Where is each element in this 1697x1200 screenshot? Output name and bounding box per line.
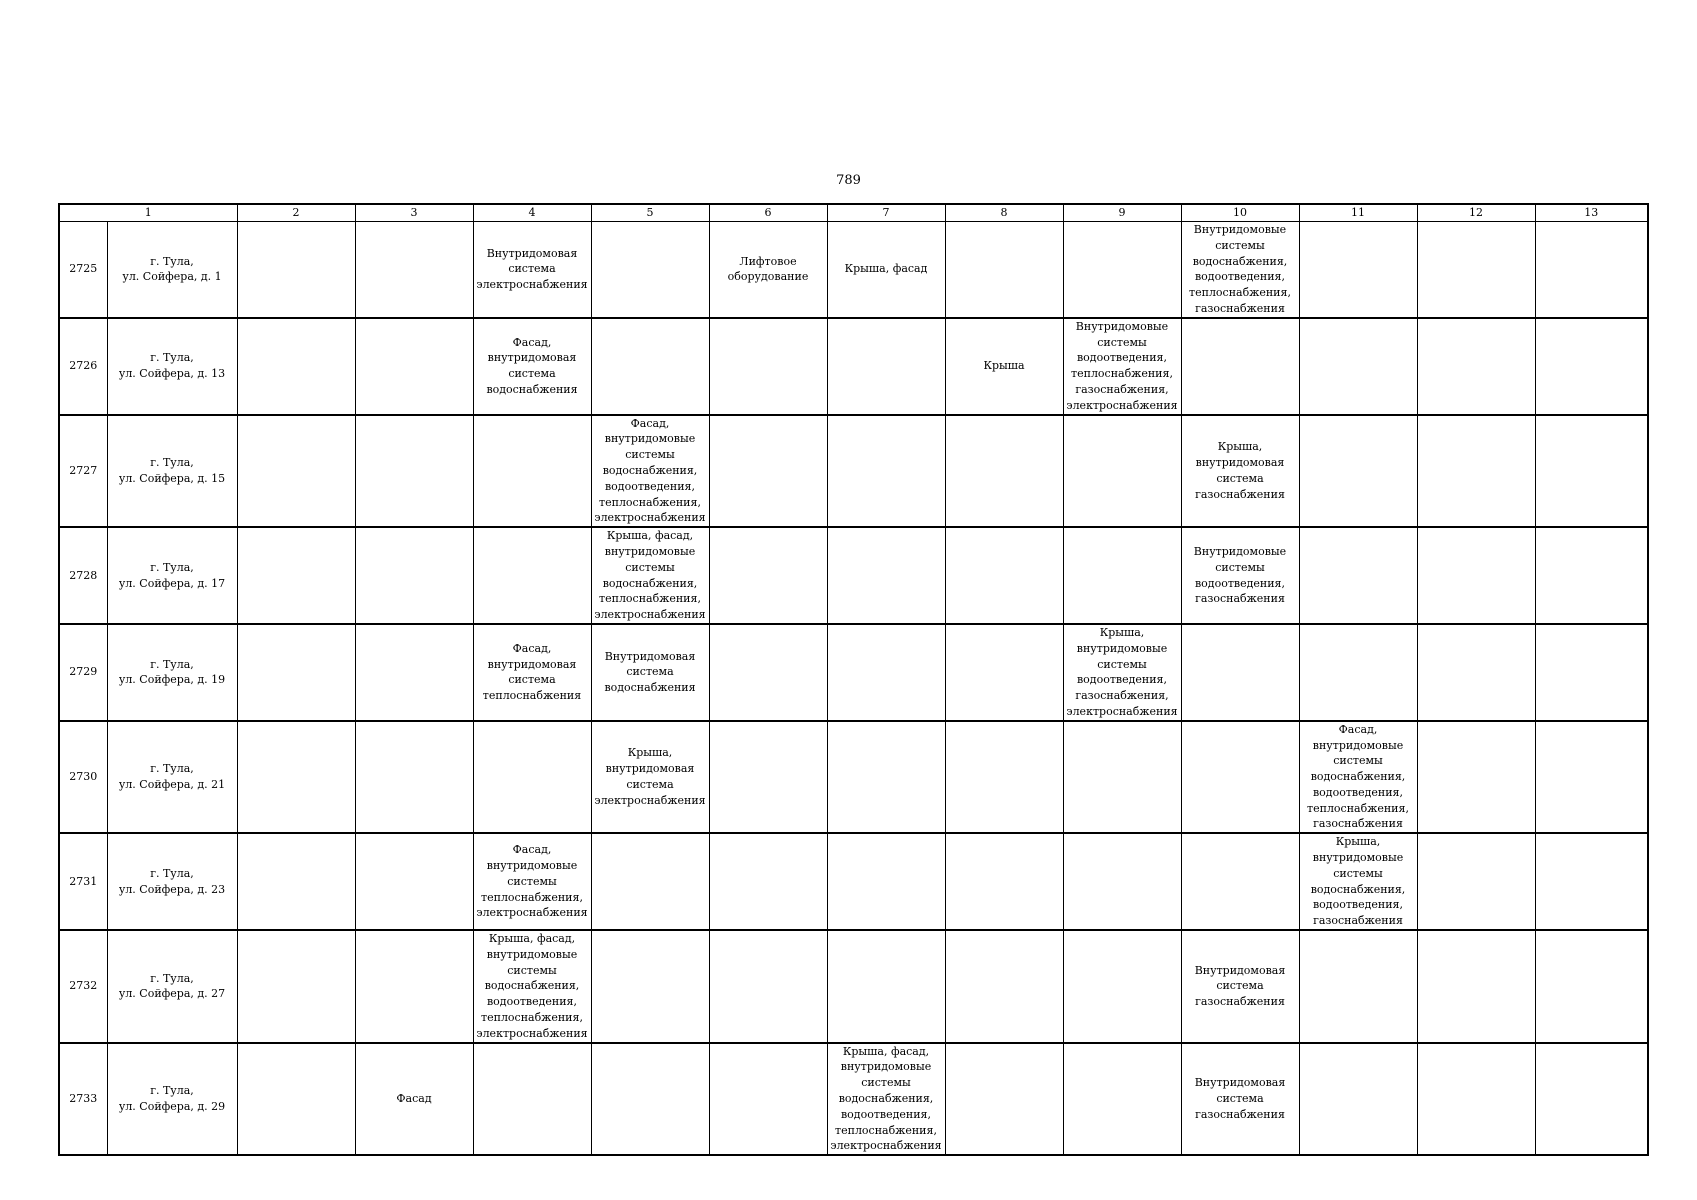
- work-cell-col-2: [237, 930, 355, 1043]
- cell-text: Фасад, внутридомовые системы теплоснабжения, электроснабжения: [476, 843, 588, 920]
- cell-text: Внутридомовые системы водоснабжения, водоотведения, теплоснабжения, газоснабжения: [1189, 223, 1291, 315]
- work-cell-col-2: [237, 624, 355, 721]
- cell-text: г. Тула, ул. Сойфера, д. 19: [118, 657, 226, 687]
- work-cell-col-3: [355, 721, 473, 834]
- work-cell-col-11: [1299, 1043, 1417, 1156]
- work-cell-col-5: [591, 930, 709, 1043]
- cell-text: г. Тула, ул. Сойфера, д. 1: [122, 254, 222, 284]
- cell-text: Крыша, фасад, внутридомовые системы водоснабжения, теплоснабжения, электроснабжения: [594, 529, 706, 622]
- column-header: 9: [1063, 204, 1181, 222]
- work-cell-col-4: [473, 415, 591, 528]
- work-cell-col-4: [473, 624, 591, 721]
- work-cell-col-13: [1535, 222, 1648, 318]
- work-cell-col-9: [1063, 527, 1181, 624]
- work-cell-col-13: [1535, 624, 1648, 721]
- work-cell-col-3: [355, 1043, 473, 1156]
- table-row: [59, 415, 1648, 528]
- cell-text: 2733: [69, 1092, 98, 1106]
- address-cell: [107, 318, 237, 415]
- address-cell: [107, 930, 237, 1043]
- cell-text: 2729: [69, 665, 98, 679]
- work-cell-col-5: [591, 318, 709, 415]
- cell-text: г. Тула, ул. Сойфера, д. 17: [118, 560, 226, 590]
- column-header: 11: [1299, 204, 1417, 222]
- work-cell-col-3: [355, 930, 473, 1043]
- cell-text: Внутридомовая система водоснабжения: [604, 649, 696, 695]
- cell-text: Фасад, внутридомовые системы водоснабжения, водоотведения, теплоснабжения, электроснабжения: [594, 416, 706, 525]
- row-number-cell: [59, 1043, 107, 1156]
- work-cell-col-10: [1181, 721, 1299, 834]
- work-cell-col-5: [591, 624, 709, 721]
- work-cell-col-2: [237, 222, 355, 318]
- work-cell-col-6: [709, 930, 827, 1043]
- work-cell-col-12: [1417, 930, 1535, 1043]
- work-cell-col-7: [827, 721, 945, 834]
- cell-text: Фасад, внутридомовая система теплоснабжения: [482, 641, 582, 703]
- work-cell-col-13: [1535, 527, 1648, 624]
- cell-text: Внутридомовая система электроснабжения: [476, 246, 588, 292]
- cell-text: г. Тула, ул. Сойфера, д. 27: [118, 971, 226, 1001]
- cell-text: Крыша, фасад, внутридомовые системы водоснабжения, водоотведения, теплоснабжения, электроснабжения: [830, 1044, 942, 1153]
- cell-text: Крыша, фасад: [844, 262, 928, 276]
- row-number-cell: [59, 833, 107, 930]
- work-cell-col-6: [709, 1043, 827, 1156]
- repair-schedule-table: [58, 203, 1649, 1156]
- work-cell-col-9: [1063, 222, 1181, 318]
- work-cell-col-2: [237, 833, 355, 930]
- work-cell-col-10: [1181, 318, 1299, 415]
- work-cell-col-10: [1181, 1043, 1299, 1156]
- table-row: [59, 1043, 1648, 1156]
- work-cell-col-13: [1535, 721, 1648, 834]
- work-cell-col-12: [1417, 833, 1535, 930]
- work-cell-col-7: [827, 415, 945, 528]
- work-cell-col-4: [473, 833, 591, 930]
- cell-text: 2727: [69, 463, 98, 477]
- work-cell-col-2: [237, 527, 355, 624]
- work-cell-col-13: [1535, 930, 1648, 1043]
- column-header: 4: [473, 204, 591, 222]
- cell-text: 2731: [69, 874, 98, 888]
- work-cell-col-8: [945, 930, 1063, 1043]
- work-cell-col-11: [1299, 624, 1417, 721]
- work-cell-col-8: [945, 833, 1063, 930]
- work-cell-col-6: [709, 721, 827, 834]
- work-cell-col-11: [1299, 318, 1417, 415]
- address-cell: [107, 222, 237, 318]
- work-cell-col-12: [1417, 721, 1535, 834]
- work-cell-col-11: [1299, 415, 1417, 528]
- work-cell-col-5: [591, 527, 709, 624]
- column-header: 8: [945, 204, 1063, 222]
- work-cell-col-10: [1181, 624, 1299, 721]
- page-number: 789: [836, 173, 861, 188]
- work-cell-col-7: [827, 318, 945, 415]
- work-cell-col-6: [709, 624, 827, 721]
- work-cell-col-5: [591, 415, 709, 528]
- cell-text: 2730: [69, 770, 98, 784]
- work-cell-col-8: [945, 415, 1063, 528]
- work-cell-col-12: [1417, 624, 1535, 721]
- row-number-cell: [59, 527, 107, 624]
- address-cell: [107, 415, 237, 528]
- column-number-row: [59, 204, 1648, 222]
- work-cell-col-12: [1417, 415, 1535, 528]
- cell-text: Крыша: [983, 359, 1025, 373]
- work-cell-col-12: [1417, 527, 1535, 624]
- cell-text: Фасад, внутридомовая система водоснабжения: [486, 335, 578, 396]
- cell-text: Внутридомовые системы водоотведения, газоснабжения: [1193, 544, 1287, 606]
- work-cell-col-11: [1299, 222, 1417, 318]
- work-cell-col-3: [355, 415, 473, 528]
- work-cell-col-12: [1417, 318, 1535, 415]
- table-row: [59, 721, 1648, 834]
- work-cell-col-7: [827, 833, 945, 930]
- work-cell-col-9: [1063, 721, 1181, 834]
- cell-text: Крыша, внутридомовые системы водоснабжения, водоотведения, газоснабжения: [1310, 835, 1406, 928]
- address-cell: [107, 624, 237, 721]
- work-cell-col-11: [1299, 527, 1417, 624]
- work-cell-col-13: [1535, 1043, 1648, 1156]
- work-cell-col-6: [709, 222, 827, 318]
- work-cell-col-2: [237, 721, 355, 834]
- work-cell-col-8: [945, 721, 1063, 834]
- address-cell: [107, 1043, 237, 1156]
- column-header: 2: [237, 204, 355, 222]
- cell-text: Лифтовое оборудование: [727, 254, 809, 284]
- table-row: [59, 318, 1648, 415]
- row-number-cell: [59, 415, 107, 528]
- column-header: 5: [591, 204, 709, 222]
- address-cell: [107, 527, 237, 624]
- cell-text: г. Тула, ул. Сойфера, д. 13: [118, 351, 226, 381]
- table-row: [59, 833, 1648, 930]
- row-number-cell: [59, 624, 107, 721]
- work-cell-col-11: [1299, 930, 1417, 1043]
- work-cell-col-3: [355, 624, 473, 721]
- work-cell-col-2: [237, 318, 355, 415]
- row-number-cell: [59, 930, 107, 1043]
- column-header: 1: [59, 204, 237, 222]
- cell-text: г. Тула, ул. Сойфера, д. 21: [118, 762, 226, 791]
- work-cell-col-9: [1063, 833, 1181, 930]
- cell-text: 2726: [69, 359, 98, 373]
- work-cell-col-12: [1417, 1043, 1535, 1156]
- work-cell-col-10: [1181, 415, 1299, 528]
- column-header: 13: [1535, 204, 1648, 222]
- work-cell-col-13: [1535, 833, 1648, 930]
- work-cell-col-10: [1181, 527, 1299, 624]
- work-cell-col-8: [945, 222, 1063, 318]
- work-cell-col-3: [355, 222, 473, 318]
- work-cell-col-11: [1299, 721, 1417, 834]
- cell-text: Внутридомовая система газоснабжения: [1194, 963, 1286, 1009]
- work-cell-col-9: [1063, 1043, 1181, 1156]
- table-row: [59, 527, 1648, 624]
- work-cell-col-4: [473, 930, 591, 1043]
- work-cell-col-6: [709, 318, 827, 415]
- work-cell-col-10: [1181, 222, 1299, 318]
- cell-text: 2725: [69, 262, 98, 276]
- table-row: [59, 930, 1648, 1043]
- table-row: [59, 222, 1648, 318]
- row-number-cell: [59, 222, 107, 318]
- column-header: 6: [709, 204, 827, 222]
- work-cell-col-10: [1181, 833, 1299, 930]
- row-number-cell: [59, 318, 107, 415]
- table-row: [59, 624, 1648, 721]
- column-header: 10: [1181, 204, 1299, 222]
- work-cell-col-5: [591, 222, 709, 318]
- cell-text: Фасад, внутридомовые системы водоснабжения, водоотведения, теплоснабжения, газоснабжения: [1307, 722, 1409, 831]
- work-cell-col-9: [1063, 624, 1181, 721]
- cell-text: г. Тула, ул. Сойфера, д. 15: [118, 456, 226, 485]
- cell-text: Крыша, внутридомовые системы водоотведения, газоснабжения, электроснабжения: [1066, 625, 1178, 718]
- column-header: 7: [827, 204, 945, 222]
- work-cell-col-6: [709, 527, 827, 624]
- work-cell-col-5: [591, 1043, 709, 1156]
- work-cell-col-4: [473, 527, 591, 624]
- work-cell-col-8: [945, 1043, 1063, 1156]
- work-cell-col-3: [355, 833, 473, 930]
- work-cell-col-7: [827, 1043, 945, 1156]
- cell-text: 2732: [69, 979, 98, 993]
- work-cell-col-3: [355, 527, 473, 624]
- work-cell-col-7: [827, 930, 945, 1043]
- work-cell-col-9: [1063, 318, 1181, 415]
- work-cell-col-7: [827, 222, 945, 318]
- work-cell-col-6: [709, 833, 827, 930]
- address-cell: [107, 721, 237, 834]
- work-cell-col-4: [473, 721, 591, 834]
- work-cell-col-8: [945, 318, 1063, 415]
- work-cell-col-13: [1535, 318, 1648, 415]
- work-cell-col-4: [473, 318, 591, 415]
- column-header: 3: [355, 204, 473, 222]
- cell-text: г. Тула, ул. Сойфера, д. 23: [118, 866, 226, 896]
- work-cell-col-6: [709, 415, 827, 528]
- work-cell-col-7: [827, 624, 945, 721]
- work-cell-col-10: [1181, 930, 1299, 1043]
- work-cell-col-4: [473, 1043, 591, 1156]
- work-cell-col-12: [1417, 222, 1535, 318]
- cell-text: г. Тула, ул. Сойфера, д. 29: [118, 1084, 226, 1113]
- cell-text: Крыша, фасад, внутридомовые системы водоснабжения, водоотведения, теплоснабжения, электроснабжения: [476, 932, 588, 1040]
- work-cell-col-13: [1535, 415, 1648, 528]
- work-cell-col-5: [591, 833, 709, 930]
- cell-text: 2728: [69, 568, 98, 582]
- cell-text: Внутридомовая система газоснабжения: [1194, 1076, 1286, 1121]
- work-cell-col-2: [237, 1043, 355, 1156]
- work-cell-col-7: [827, 527, 945, 624]
- work-cell-col-3: [355, 318, 473, 415]
- row-number-cell: [59, 721, 107, 834]
- work-cell-col-11: [1299, 833, 1417, 930]
- work-cell-col-2: [237, 415, 355, 528]
- work-cell-col-5: [591, 721, 709, 834]
- cell-text: Фасад: [396, 1092, 432, 1106]
- work-cell-col-9: [1063, 930, 1181, 1043]
- work-cell-col-9: [1063, 415, 1181, 528]
- address-cell: [107, 833, 237, 930]
- work-cell-col-8: [945, 624, 1063, 721]
- cell-text: Крыша, внутридомовая система газоснабжения: [1195, 440, 1285, 501]
- work-cell-col-8: [945, 527, 1063, 624]
- cell-text: Крыша, внутридомовая система электроснабжения: [594, 746, 706, 807]
- column-header: 12: [1417, 204, 1535, 222]
- cell-text: Внутридомовые системы водоотведения, теплоснабжения, газоснабжения, электроснабжения: [1066, 319, 1178, 412]
- work-cell-col-4: [473, 222, 591, 318]
